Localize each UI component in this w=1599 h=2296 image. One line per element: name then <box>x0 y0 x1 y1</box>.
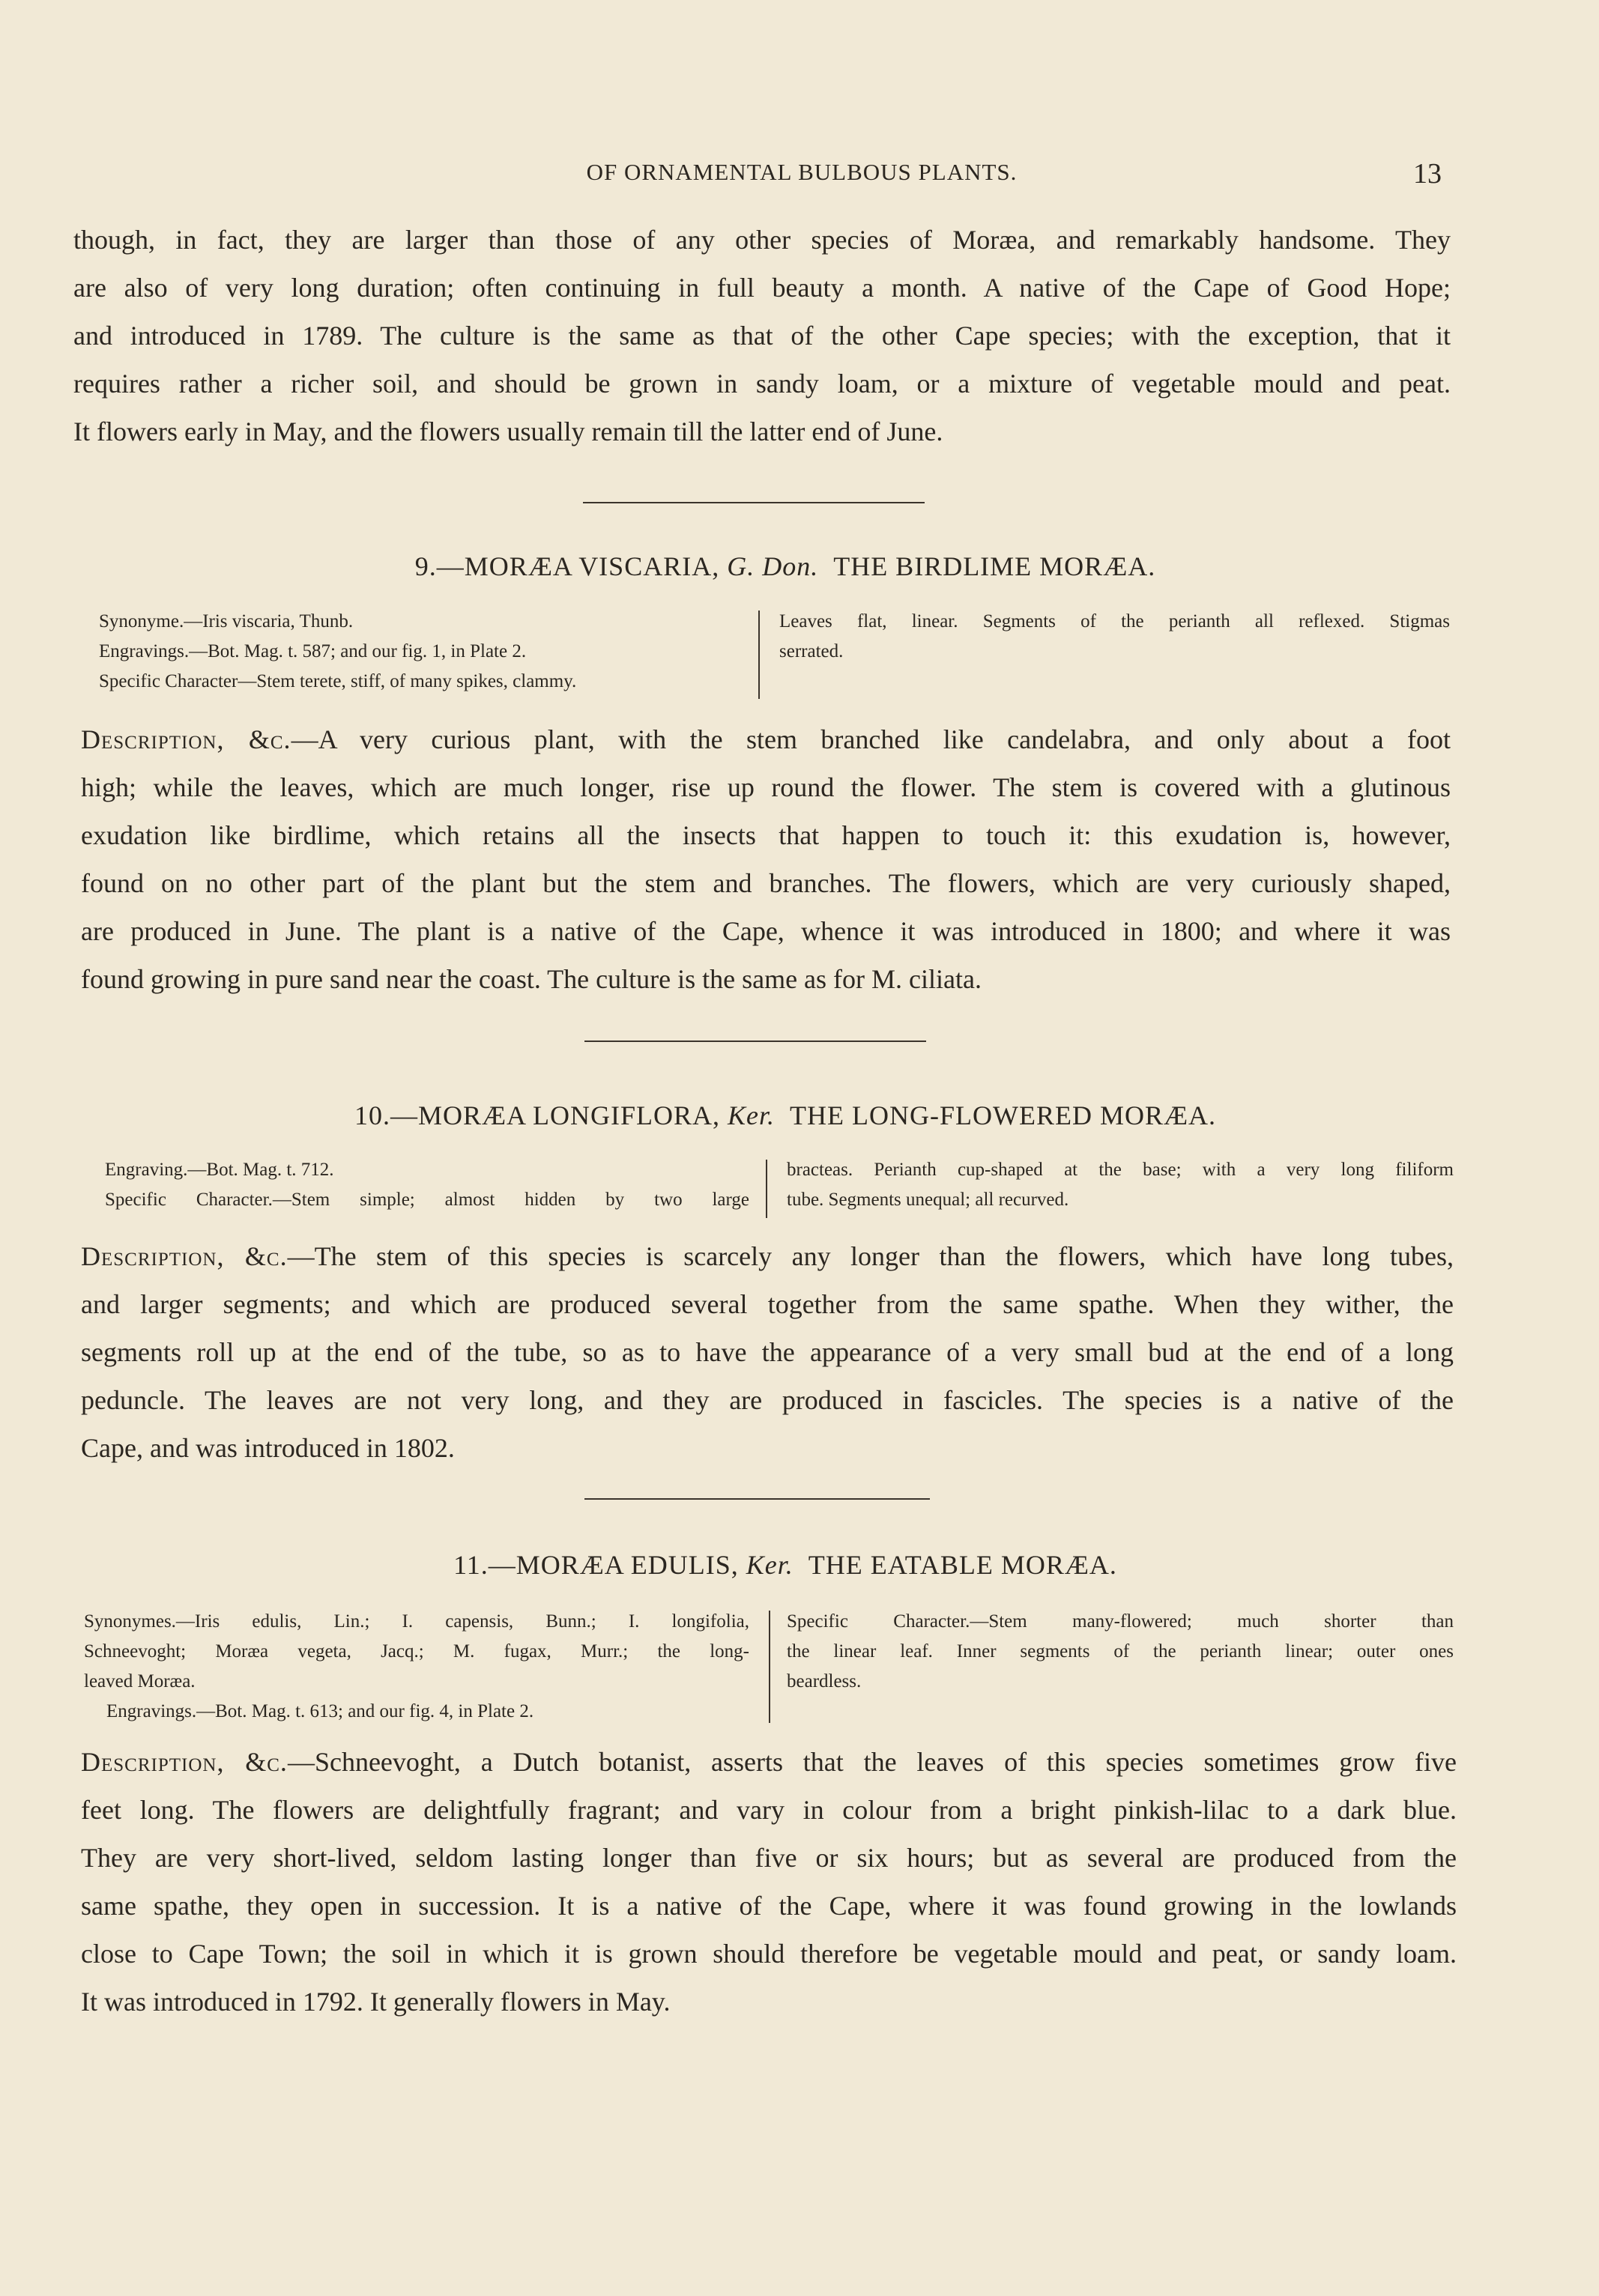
description-line: found growing in pure sand near the coast. The culture is the same as for M. ciliata. <box>81 964 982 994</box>
running-title: OF ORNAMENTAL BULBOUS PLANTS. <box>586 159 1018 185</box>
species-number-name: 11.—MORÆA EDULIS, <box>453 1550 739 1580</box>
synopsis-line: the linear leaf. Inner segments of the perianth linear; outer ones <box>787 1641 1454 1662</box>
intro-line: and introduced in 1789. The culture is the same as that of the other Cape species; with the exception, that it <box>73 321 1451 351</box>
description-line: high; while the leaves, which are much longer, rise up round the flower. The stem is covered with a glutinous <box>81 772 1451 802</box>
synopsis-line: Synonyme.—Iris viscaria, Thunb. <box>99 611 354 631</box>
synopsis-line: Specific Character—Stem terete, stiff, of many spikes, clammy. <box>99 671 577 691</box>
section-9-synopsis-right <box>779 607 1450 667</box>
synopsis-line: Synonymes.—Iris edulis, Lin.; I. capensis, Bunn.; I. longifolia, <box>84 1611 749 1632</box>
species-authority: Ker. <box>728 1100 776 1130</box>
description-line: It was introduced in 1792. It generally flowers in May. <box>81 1987 671 2017</box>
synopsis-line: Specific Character.—Stem many-flowered; much shorter than <box>787 1611 1454 1632</box>
species-authority: Ker. <box>746 1550 794 1580</box>
page-number: 13 <box>1413 158 1442 190</box>
intro-line: are also of very long duration; often continuing in full beauty a month. A native of the Cape of Good Hope; <box>73 273 1451 303</box>
section-11-description <box>81 1738 1457 2026</box>
description-text: —Schneevoght, a Dutch botanist, asserts that the leaves of this species sometimes grow five <box>287 1747 1457 1777</box>
synopsis-line: Specific Character.—Stem simple; almost hidden by two large <box>105 1190 749 1210</box>
section-10-synopsis-left <box>105 1155 749 1215</box>
description-line: feet long. The flowers are delightfully fragrant; and vary in colour from a bright pinkish-lilac to a dark blue. <box>81 1795 1457 1825</box>
section-9-title <box>73 551 1497 582</box>
species-common-name: THE BIRDLIME MORÆA. <box>833 551 1156 581</box>
synopsis-line: Engraving.—Bot. Mag. t. 712. <box>105 1160 334 1180</box>
description-line: close to Cape Town; the soil in which it is grown should therefore be vegetable mould and peat, or sandy loam. <box>81 1939 1457 1969</box>
column-separator <box>766 1160 767 1218</box>
section-11-synopsis-right <box>787 1607 1454 1697</box>
intro-line: It flowers early in May, and the flowers usually remain till the latter end of June. <box>73 417 943 446</box>
section-10-title <box>73 1100 1497 1131</box>
section-11-synopsis-left <box>84 1607 749 1727</box>
description-lead: Description, &c. <box>81 1747 288 1777</box>
section-divider <box>584 1041 926 1042</box>
section-11-title <box>73 1549 1497 1581</box>
species-number-name: 9.—MORÆA VISCARIA, <box>414 551 720 581</box>
description-line <box>81 715 1451 763</box>
synopsis-line: leaved Moræa. <box>84 1671 196 1691</box>
section-divider <box>584 1498 930 1500</box>
description-line <box>81 1232 1454 1280</box>
description-text: —The stem of this species is scarcely any longer than the flowers, which have long tubes, <box>287 1241 1454 1271</box>
synopsis-line: beardless. <box>787 1671 862 1691</box>
description-line: Cape, and was introduced in 1802. <box>81 1433 455 1463</box>
synopsis-line: Schneevoght; Moræa vegeta, Jacq.; M. fugax, Murr.; the long- <box>84 1641 749 1662</box>
intro-line: requires rather a richer soil, and should be grown in sandy loam, or a mixture of vegetable mould and peat. <box>73 369 1451 399</box>
species-number-name: 10.—MORÆA LONGIFLORA, <box>354 1100 721 1130</box>
synopsis-line: Engravings.—Bot. Mag. t. 587; and our fig. 1, in Plate 2. <box>99 641 527 661</box>
column-separator <box>769 1611 770 1723</box>
synopsis-line: Engravings.—Bot. Mag. t. 613; and our fig. 4, in Plate 2. <box>106 1701 534 1721</box>
intro-paragraph <box>73 216 1451 455</box>
description-line: and larger segments; and which are produced several together from the same spathe. When they wither, the <box>81 1289 1454 1319</box>
section-9-synopsis-left <box>99 607 749 697</box>
intro-line: though, in fact, they are larger than those of any other species of Moræa, and remarkably handsome. They <box>73 225 1451 255</box>
description-line: They are very short-lived, seldom lasting longer than five or six hours; but as several are produced from the <box>81 1843 1457 1873</box>
synopsis-line: tube. Segments unequal; all recurved. <box>787 1190 1069 1210</box>
description-line: peduncle. The leaves are not very long, and they are produced in fascicles. The species is a native of the <box>81 1385 1454 1415</box>
synopsis-line: bracteas. Perianth cup-shaped at the base; with a very long filiform <box>787 1160 1454 1180</box>
description-lead: Description, &c. <box>81 724 291 754</box>
description-line: segments roll up at the end of the tube, so as to have the appearance of a very small bud at the end of a long <box>81 1337 1454 1367</box>
species-common-name: THE LONG-FLOWERED MORÆA. <box>790 1100 1217 1130</box>
description-line: found on no other part of the plant but the stem and branches. The flowers, which are very curiously shaped, <box>81 868 1451 898</box>
description-line <box>81 1738 1457 1786</box>
species-authority: G. Don. <box>727 551 819 581</box>
description-lead: Description, &c. <box>81 1241 288 1271</box>
species-common-name: THE EATABLE MORÆA. <box>808 1550 1117 1580</box>
section-9-description <box>81 715 1451 1003</box>
description-text: —A very curious plant, with the stem branched like candelabra, and only about a foot <box>291 724 1451 754</box>
section-10-synopsis-right <box>787 1155 1454 1215</box>
synopsis-line: Leaves flat, linear. Segments of the perianth all reflexed. Stigmas <box>779 611 1450 631</box>
section-10-description <box>81 1232 1454 1472</box>
description-line: are produced in June. The plant is a native of the Cape, whence it was introduced in 1800; and where it was <box>81 916 1451 946</box>
synopsis-line: serrated. <box>779 641 844 661</box>
column-separator <box>758 611 760 699</box>
description-line: same spathe, they open in succession. It is a native of the Cape, where it was found growing in the lowlands <box>81 1891 1457 1921</box>
description-line: exudation like birdlime, which retains all the insects that happen to touch it: this exudation is, however, <box>81 820 1451 850</box>
section-divider <box>583 502 925 503</box>
